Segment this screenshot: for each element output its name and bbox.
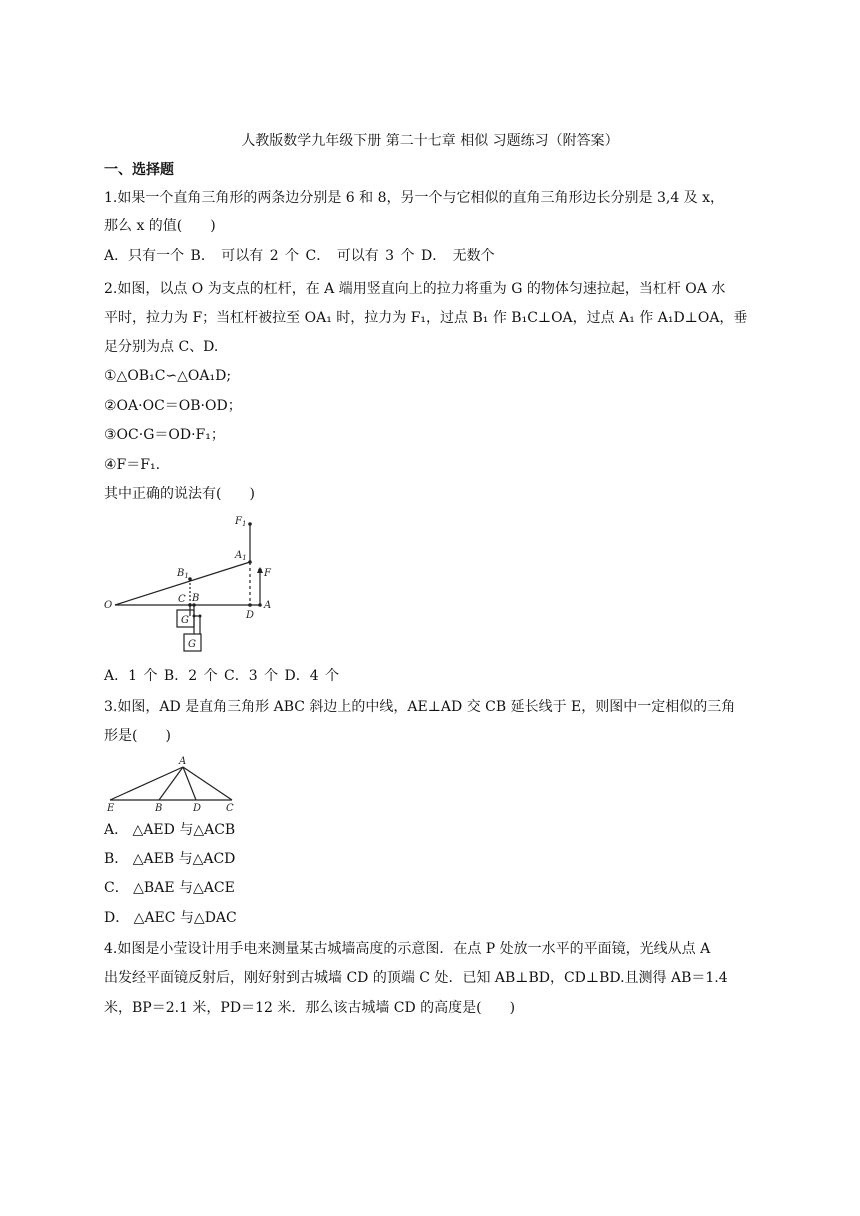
label-a: A [264, 600, 272, 611]
q4-line2: 出发经平面镜反射后，刚好射到古城墙 CD 的顶端 C 处．已知 AB⊥BD，CD⊥BD.且测得 AB＝1.4 [104, 970, 728, 986]
label-d: D [193, 803, 202, 814]
label-f: F [264, 568, 271, 579]
q2-options: A．1 个 B．2 个 C．3 个 D．4 个 [104, 668, 340, 684]
label-c: C [178, 594, 186, 605]
q3-option-c: C． △BAE 与△ACE [104, 880, 235, 896]
q2-line3: 足分别为点 C、D. [104, 339, 219, 355]
q2-statement-3: ③OC·G＝OD·F₁； [104, 427, 225, 443]
label-g2: G [188, 639, 196, 650]
q1-line1: 1.如果一个直角三角形的两条边分别是 6 和 8，另一个与它相似的直角三角形边长分别是 3,4 及 x， [104, 190, 725, 206]
section-heading: 一、选择题 [104, 162, 174, 178]
label-f1: $F_1$ [235, 516, 247, 528]
q4-line3: 米，BP＝2.1 米，PD＝12 米．那么该古城墙 CD 的高度是( ) [104, 1000, 516, 1016]
q3-option-a: A． △AED 与△ACB [104, 822, 236, 838]
q2-statement-2: ②OA·OC＝OB·OD； [104, 398, 242, 414]
q1-options: A．只有一个 B． 可以有 2 个 C． 可以有 3 个 D． 无数个 [104, 248, 495, 264]
label-c: C [226, 803, 234, 814]
q4-line1: 4.如图是小莹设计用手电来测量某古城墙高度的示意图．在点 P 处放一水平的平面镜，光线从点 A [104, 941, 711, 957]
label-b1: $B_1$ [177, 568, 189, 580]
label-e: E [107, 803, 115, 814]
q3-option-d: D． △AEC 与△DAC [104, 910, 237, 926]
triangle-figure [100, 752, 240, 814]
label-a: A [179, 756, 187, 767]
q2-ask: 其中正确的说法有( ) [104, 486, 255, 502]
label-g1: G [181, 615, 189, 626]
label-d: D [246, 610, 255, 621]
q3-option-b: B． △AEB 与△ACD [104, 851, 236, 867]
segment-ac [183, 767, 232, 800]
q2-statement-1: ①△OB₁C∽△OA₁D; [104, 368, 232, 384]
q2-line2: 平时，拉力为 F；当杠杆被拉至 OA₁ 时，拉力为 F₁，过点 B₁ 作 B₁C⊥OA，过点 A₁ 作 A₁D⊥OA，垂 [104, 310, 748, 326]
document-title: 人教版数学九年级下册 第二十七章 相似 习题练习（附答案） [241, 133, 619, 149]
q3-line2: 形是( ) [104, 728, 171, 744]
q3-line1: 3.如图，AD 是直角三角形 ABC 斜边上的中线，AE⊥AD 交 CB 延长线于 E，则图中一定相似的三角 [104, 699, 736, 715]
q2-line1: 2.如图，以点 O 为支点的杠杆，在 A 端用竖直向上的拉力将重为 G 的物体匀速拉起，当杠杆 OA 水 [104, 281, 726, 297]
segment-ae [110, 767, 183, 800]
lever-figure [100, 512, 290, 660]
label-b: B [192, 593, 200, 604]
label-a1: $A_1$ [235, 550, 247, 562]
label-o: O [104, 600, 113, 611]
q2-statement-4: ④F＝F₁. [104, 457, 161, 473]
q1-line2: 那么 x 的值( ) [104, 218, 216, 234]
label-b: B [155, 803, 163, 814]
